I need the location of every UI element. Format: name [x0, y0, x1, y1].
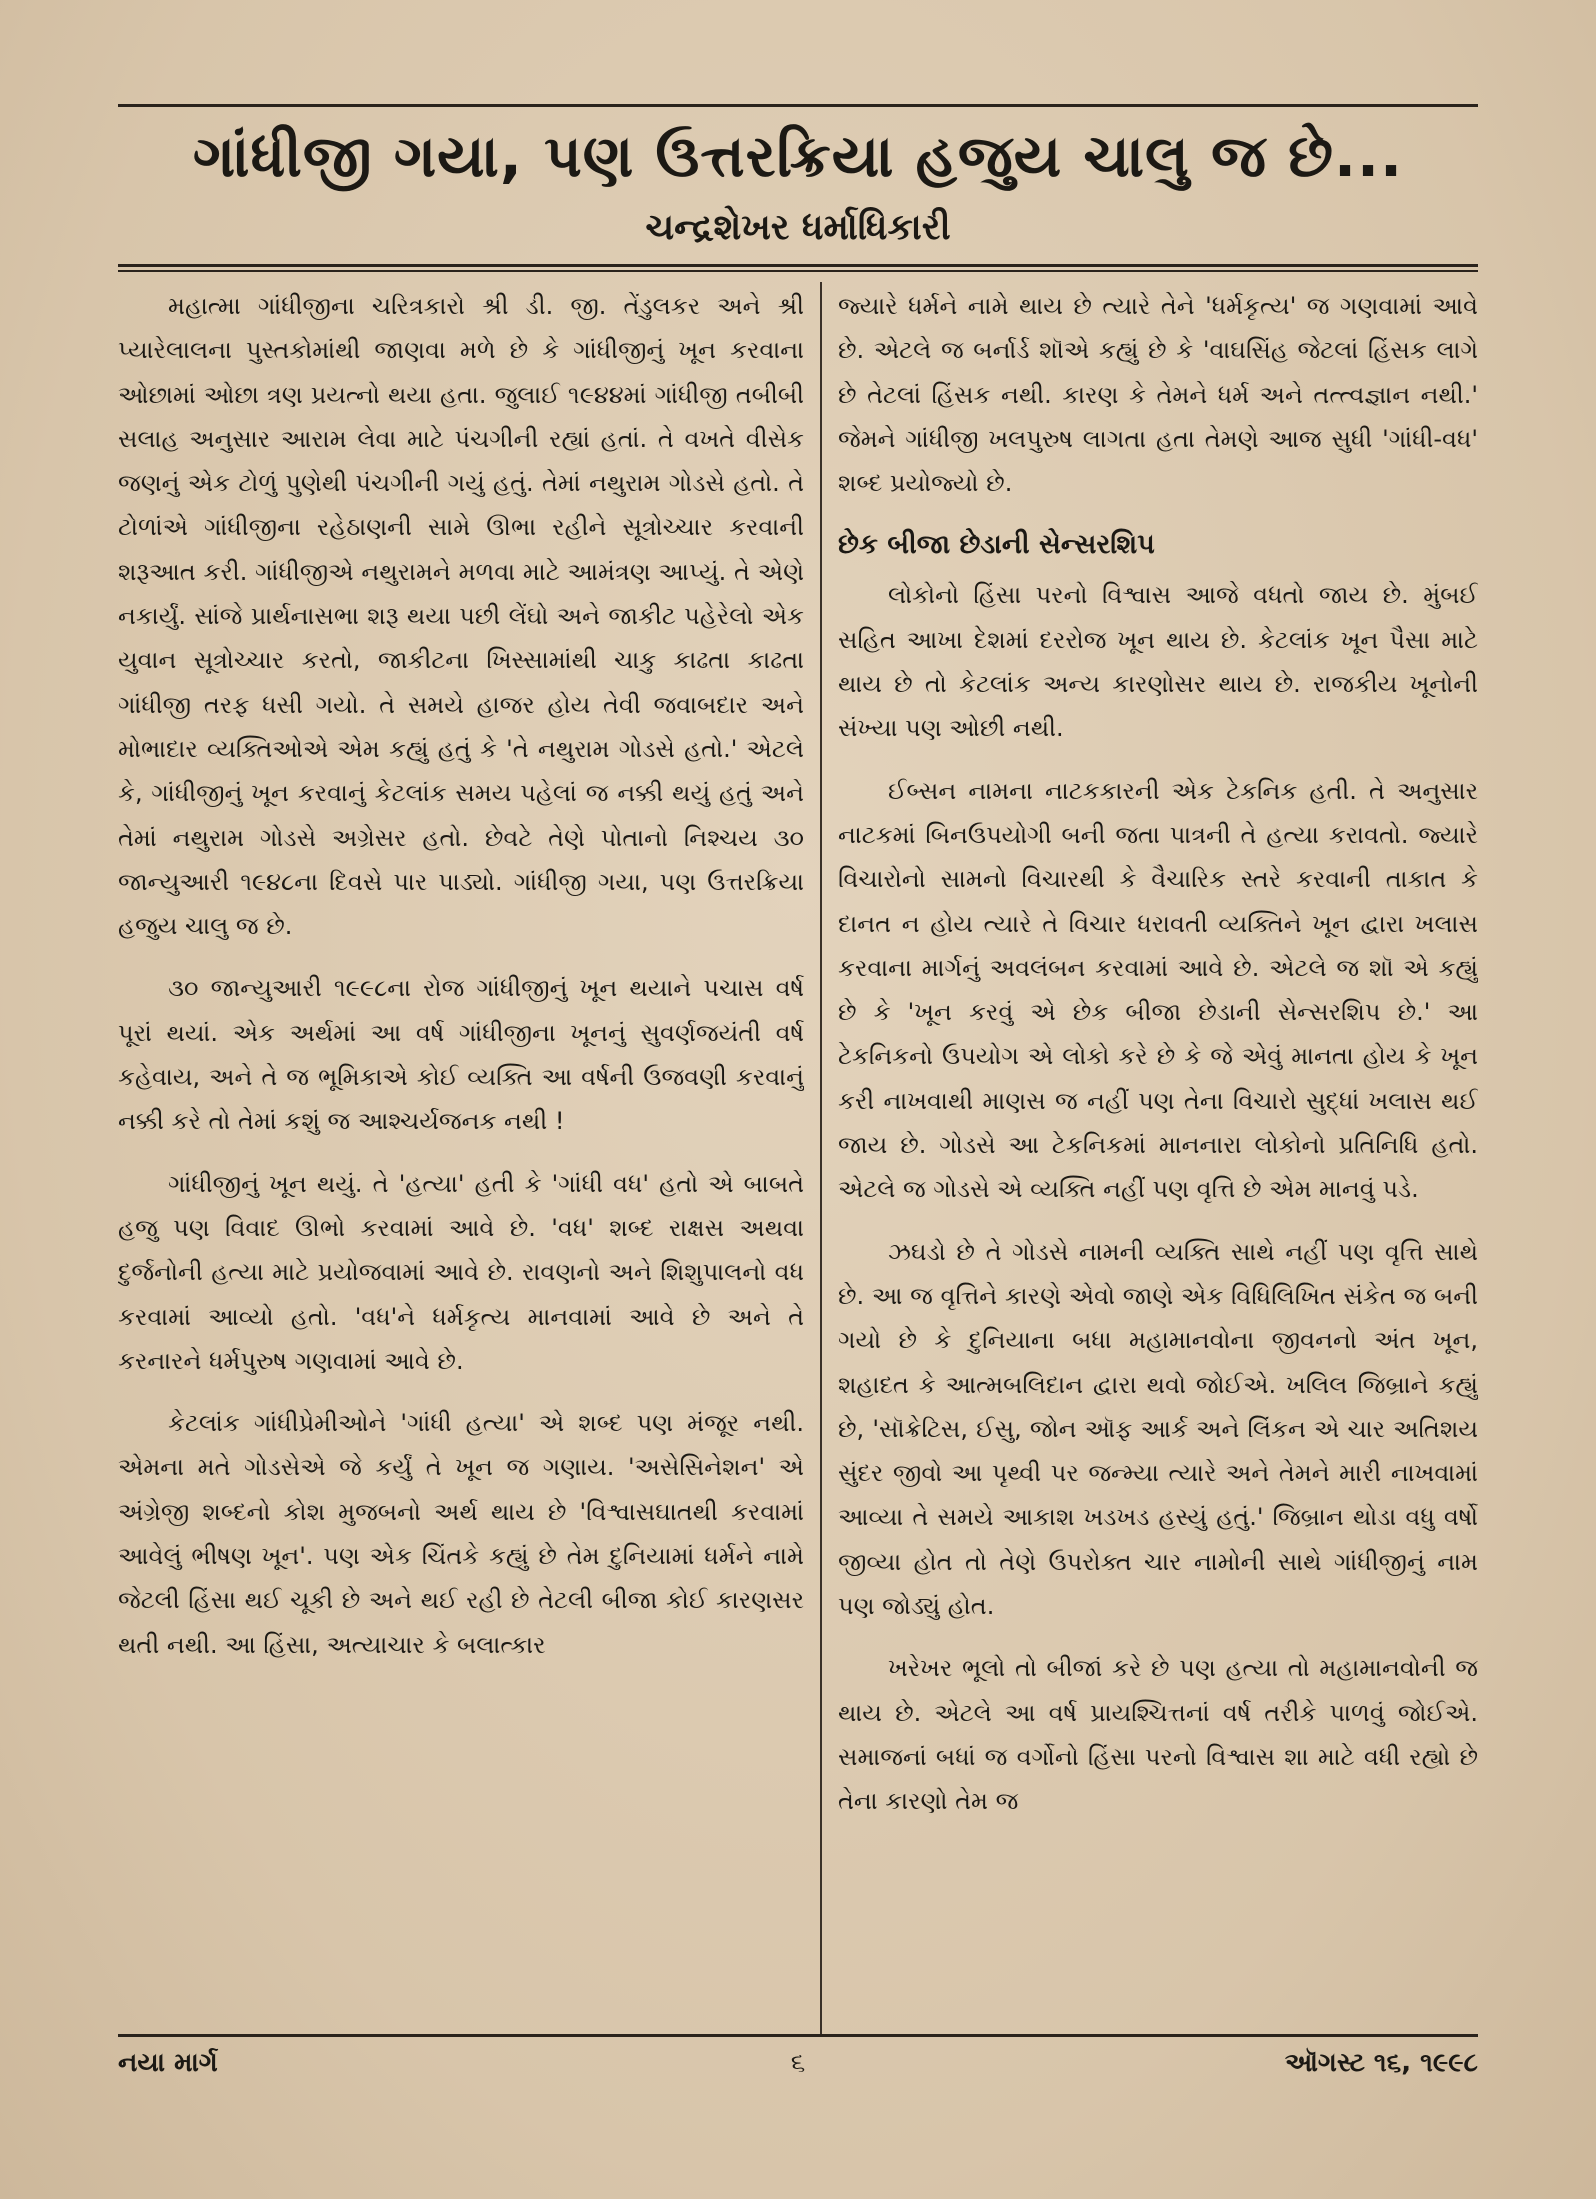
column-divider — [820, 282, 822, 2034]
article-title: ગાંધીજી ગયા, પણ ઉત્તરક્રિયા હજુય ચાલુ જ છે... — [192, 122, 1404, 190]
bottom-rule — [118, 2034, 1478, 2037]
left-column — [118, 284, 804, 2034]
right-column — [838, 284, 1478, 2034]
header-double-rule — [118, 264, 1478, 272]
footer-publication: નયા માર્ગ — [118, 2048, 218, 2078]
section-subheading: છેક બીજા છેડાની સેન્સરશિપ — [838, 529, 1155, 561]
footer-page-number: ૬ — [790, 2048, 806, 2078]
paragraph: ઈબ્સન નામના નાટકકારની એક ટેકનિક હતી. તે અનુસાર નાટકમાં બિનઉપયોગી બની જતા પાત્રની તે હત્યા કરાવતો. જ્યારે વિચારોનો સામનો વિચારથી કે વૈચારિક સ્તરે કરવાની તાકાત કે દાનત ન હોય ત્યારે તે વિચાર ધરાવતી વ્યક્તિને ખૂન દ્વારા ખલાસ કરવાના માર્ગનું અવલંબન કરવામાં આવે છે. એટલે જ શૉ એ કહ્યું છે કે 'ખૂન કરવું એ છેક બીજા છેડાની સેન્સરશિપ છે.' આ ટેકનિકનો ઉપયોગ એ લોકો કરે છે કે જે એવું માનતા હોય કે ખૂન કરી નાખવાથી માણસ જ નહીં પણ તેના વિચારો સુદ્ધાં ખલાસ થઈ જાય છે. ગોડસે આ ટેકનિકમાં માનનારા લોકોનો પ્રતિનિધિ હતો. એટલે જ ગોડસે એ વ્યક્તિ નહીં પણ વૃત્તિ છે એમ માનવું પડે. — [838, 776, 1478, 1204]
paragraph: ઝઘડો છે તે ગોડસે નામની વ્યક્તિ સાથે નહીં પણ વૃત્તિ સાથે છે. આ જ વૃત્તિને કારણે એવો જાણે એક વિધિલિખિત સંકેત જ બની ગયો છે કે દુનિયાના બધા મહામાનવોના જીવનનો અંત ખૂન, શહાદત કે આત્મબલિદાન દ્વારા થવો જોઈએ. ખલિલ જિબ્રાને કહ્યું છે, 'સૉક્રેટિસ, ઈસુ, જોન ઑફ આર્ક અને લિંકન એ ચાર અતિશય સુંદર જીવો આ પૃથ્વી પર જન્મ્યા ત્યારે અને તેમને મારી નાખવામાં આવ્યા તે સમયે આકાશ ખડખડ હસ્યું હતું.' જિબ્રાન થોડા વધુ વર્ષો જીવ્યા હોત તો તેણે ઉપરોક્ત ચાર નામોની સાથે ગાંધીજીનું નામ પણ જોડ્યું હોત. — [838, 1237, 1478, 1621]
paragraph: મહાત્મા ગાંધીજીના ચરિત્રકારો શ્રી ડી. જી. તેંડુલકર અને શ્રી પ્યારેલાલના પુસ્તકોમાંથી જાણવા મળે છે કે ગાંધીજીનું ખૂન કરવાના ઓછામાં ઓછા ત્રણ પ્રયત્નો થયા હતા. જુલાઈ ૧૯૪૪માં ગાંધીજી તબીબી સલાહ અનુસાર આરામ લેવા માટે પંચગીની રહ્યાં હતાં. તે વખતે વીસેક જણનું એક ટોળું પુણેથી પંચગીની ગયું હતું. તેમાં નથુરામ ગોડસે હતો. તે ટોળાંએ ગાંધીજીના રહેઠાણની સામે ઊભા રહીને સૂત્રોચ્ચાર કરવાની શરૂઆત કરી. ગાંધીજીએ નથુરામને મળવા માટે આમંત્રણ આપ્યું. તે એણે નકાર્યું. સાંજે પ્રાર્થનાસભા શરૂ થયા પછી લેંઘો અને જાકીટ પહેરેલો એક યુવાન સૂત્રોચ્ચાર કરતો, જાકીટના ખિસ્સામાંથી ચાકુ કાઢતા કાઢતા ગાંધીજી તરફ ધસી ગયો. તે સમયે હાજર હોય તેવી જવાબદાર અને મોભાદાર વ્યક્તિઓએ એમ કહ્યું હતું કે 'તે નથુરામ ગોડસે હતો.' એટલે કે, ગાંધીજીનું ખૂન કરવાનું કેટલાંક સમય પહેલાં જ નક્કી થયું હતું અને તેમાં નથુરામ ગોડસે અગ્રેસર હતો. છેવટે તેણે પોતાનો નિશ્ચય ૩૦ જાન્યુઆરી ૧૯૪૮ના દિવસે પાર પાડ્યો. ગાંધીજી ગયા, પણ ઉત્તરક્રિયા હજુય ચાલુ જ છે. — [118, 292, 804, 941]
paragraph: ૩૦ જાન્યુઆરી ૧૯૯૮ના રોજ ગાંધીજીનું ખૂન થયાને પચાસ વર્ષ પૂરાં થયાં. એક અર્થમાં આ વર્ષ ગાંધીજીના ખૂનનું સુવર્ણજયંતી વર્ષ કહેવાય, અને તે જ ભૂમિકાએ કોઈ વ્યક્તિ આ વર્ષની ઉજવણી કરવાનું નક્કી કરે તો તેમાં કશું જ આશ્ચર્યજનક નથી ! — [118, 974, 804, 1136]
paragraph: કેટલાંક ગાંધીપ્રેમીઓને 'ગાંધી હત્યા' એ શબ્દ પણ મંજૂર નથી. એમના મતે ગોડસેએ જે કર્યું તે ખૂન જ ગણાય. 'અસેસિનેશન' એ અંગ્રેજી શબ્દનો કોશ મુજબનો અર્થ થાય છે 'વિશ્વાસઘાતથી કરવામાં આવેલું ભીષણ ખૂન'. પણ એક ચિંતકે કહ્યું છે તેમ દુનિયામાં ધર્મને નામે જેટલી હિંસા થઈ ચૂકી છે અને થઈ રહી છે તેટલી બીજા કોઈ કારણસર થતી નથી. આ હિંસા, અત્યાચાર કે બલાત્કાર — [118, 1409, 804, 1659]
paragraph-continuation: જ્યારે ધર્મને નામે થાય છે ત્યારે તેને 'ધર્મકૃત્ય' જ ગણવામાં આવે છે. એટલે જ બર્નાર્ડ શૉએ કહ્યું છે કે 'વાઘસિંહ જેટલાં હિંસક લાગે છે તેટલાં હિંસક નથી. કારણ કે તેમને ધર્મ અને તત્ત્વજ્ઞાન નથી.' જેમને ગાંધીજી ખલપુરુષ લાગતા હતા તેમણે આજ સુધી 'ગાંધી-વધ' શબ્દ પ્રયોજ્યો છે. — [838, 292, 1478, 498]
footer-date: ઑગસ્ટ ૧૬, ૧૯૯૮ — [1284, 2048, 1478, 2078]
article-author: ચન્દ્રશેખર ધર્માધિકારી — [645, 207, 951, 248]
paragraph: ગાંધીજીનું ખૂન થયું. તે 'હત્યા' હતી કે 'ગાંધી વધ' હતો એ બાબતે હજુ પણ વિવાદ ઊભો કરવામાં આવે છે. 'વધ' શબ્દ રાક્ષસ અથવા દુર્જનોની હત્યા માટે પ્રયોજવામાં આવે છે. રાવણનો અને શિશુપાલનો વધ કરવામાં આવ્યો હતો. 'વધ'ને ધર્મકૃત્ય માનવામાં આવે છે અને તે કરનારને ધર્મપુરુષ ગણવામાં આવે છે. — [118, 1169, 804, 1375]
paragraph: લોકોનો હિંસા પરનો વિશ્વાસ આજે વધતો જાય છે. મુંબઈ સહિત આખા દેશમાં દરરોજ ખૂન થાય છે. કેટલાંક ખૂન પૈસા માટે થાય છે તો કેટલાંક અન્ય કારણોસર થાય છે. રાજકીય ખૂનોની સંખ્યા પણ ઓછી નથી. — [838, 581, 1478, 743]
top-rule — [118, 104, 1478, 107]
paragraph: ખરેખર ભૂલો તો બીજાં કરે છે પણ હત્યા તો મહામાનવોની જ થાય છે. એટલે આ વર્ષ પ્રાયશ્ચિત્તનાં વર્ષ તરીકે પાળવું જોઈએ. સમાજનાં બધાં જ વર્ગોનો હિંસા પરનો વિશ્વાસ શા માટે વધી રહ્યો છે તેના કારણો તેમ જ — [838, 1654, 1478, 1816]
